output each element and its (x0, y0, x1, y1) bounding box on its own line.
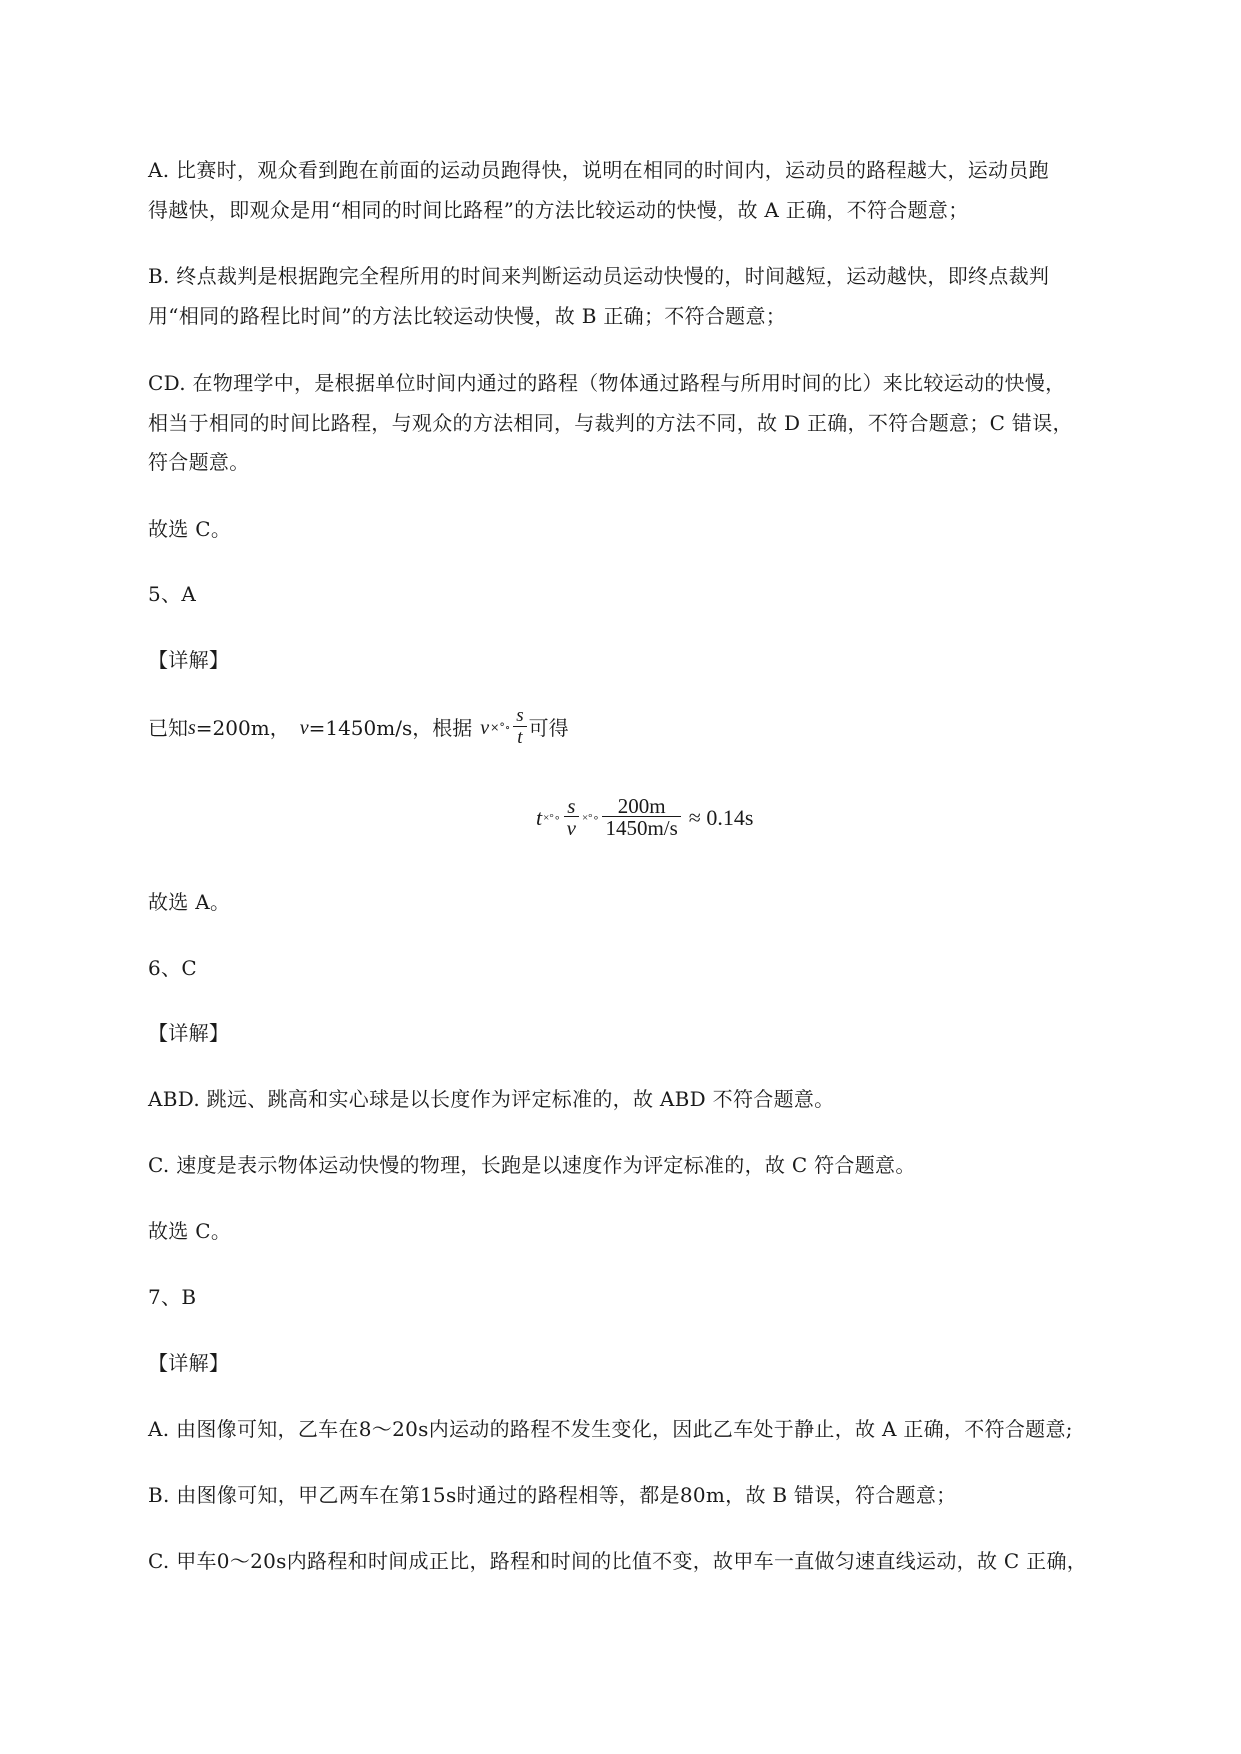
garbled-equals-glyph: ×°∘ (581, 812, 600, 824)
paragraph-line: C. 甲车0～20s内路程和时间成正比，路程和时间的比值不变，故甲车一直做匀速直线运动，故 C 正确， (148, 1549, 1088, 1573)
answer-conclusion: 故选 C。 (148, 1219, 232, 1243)
approx-result: ≈ 0.14s (688, 804, 754, 830)
detail-heading: 【详解】 (148, 1021, 230, 1045)
question-number: 6、C (148, 956, 197, 980)
paragraph-line: 得越快，即观众是用“相同的时间比路程”的方法比较运动的快慢，故 A 正确，不符合题意； (148, 198, 969, 222)
fraction-denominator: t (517, 727, 523, 748)
answer-conclusion: 故选 C。 (148, 517, 232, 541)
inline-formula-line (148, 706, 569, 749)
fraction-numerator: 200m (617, 794, 666, 818)
fraction (602, 796, 680, 839)
question-number: 5、A (148, 582, 197, 606)
paragraph-line: 用“相同的路程比时间”的方法比较运动快慢，故 B 正确；不符合题意； (148, 304, 787, 328)
paragraph-line: A. 由图像可知，乙车在8～20s内运动的路程不发生变化，因此乙车处于静止，故 A 正确，不符合题意; (148, 1417, 1073, 1441)
answer-conclusion: 故选 A。 (148, 890, 231, 914)
fraction-denominator: v (566, 816, 576, 840)
fraction (513, 706, 526, 749)
fraction-numerator: s (567, 794, 576, 818)
formula-prefix: 已知 (148, 715, 188, 740)
fraction-denominator: 1450m/s (605, 816, 678, 840)
formula-lhs: t (536, 804, 543, 830)
question-number: 7、B (148, 1285, 197, 1309)
paragraph-line: CD. 在物理学中，是根据单位时间内通过的路程（物体通过路程与所用时间的比）来比较运动的快慢， (148, 371, 1066, 395)
display-formula (536, 796, 753, 839)
v-value: =1450m/s，根据 (308, 715, 473, 740)
fraction-numerator: s (516, 705, 524, 726)
s-value: =200m， (195, 715, 290, 740)
fraction (564, 796, 579, 839)
formula-suffix: 可得 (528, 715, 569, 740)
var-v: v (299, 716, 309, 739)
garbled-equals-glyph: ×°∘ (490, 720, 511, 734)
var-s: s (188, 716, 196, 739)
formula-lhs: v (480, 716, 490, 739)
garbled-equals-glyph: ×°∘ (543, 812, 561, 824)
paragraph-line: ABD. 跳远、跳高和实心球是以长度作为评定标准的，故 ABD 不符合题意。 (148, 1087, 835, 1111)
paragraph-line: 符合题意。 (148, 450, 250, 474)
paragraph-line: C. 速度是表示物体运动快慢的物理，长跑是以速度作为评定标准的，故 C 符合题意。 (148, 1153, 916, 1177)
paragraph-line: A. 比赛时，观众看到跑在前面的运动员跑得快，说明在相同的时间内，运动员的路程越大，运动员跑 (148, 158, 1049, 182)
paragraph-line: B. 由图像可知，甲乙两车在第15s时通过的路程相等，都是80m，故 B 错误，符合题意； (148, 1483, 957, 1507)
paragraph-line: 相当于相同的时间比路程，与观众的方法相同，与裁判的方法不同，故 D 正确，不符合题意；C 错误， (148, 411, 1073, 435)
detail-heading: 【详解】 (148, 648, 230, 672)
paragraph-line: B. 终点裁判是根据跑完全程所用的时间来判断运动员运动快慢的，时间越短，运动越快，即终点裁判 (148, 264, 1050, 288)
detail-heading: 【详解】 (148, 1351, 230, 1375)
